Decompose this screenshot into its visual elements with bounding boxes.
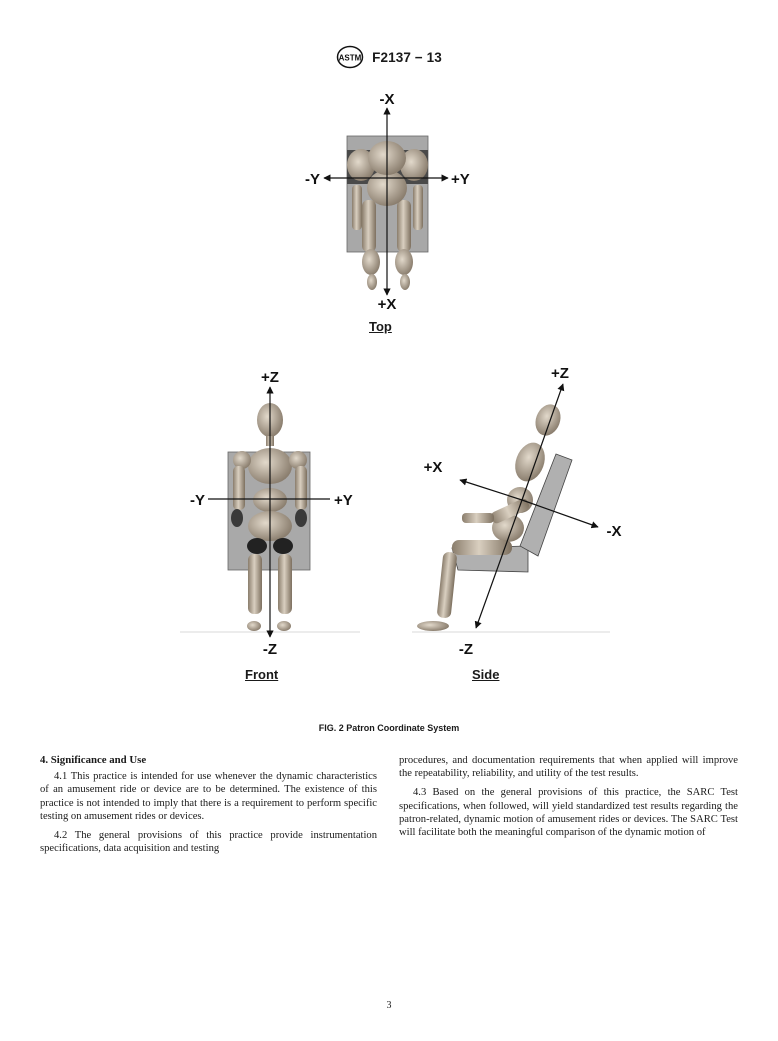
document-designation: F2137 − 13	[372, 49, 442, 65]
page-number: 3	[386, 1000, 392, 1011]
section-heading: 4. Significance and Use	[40, 754, 147, 766]
side-pos-x-label: +X	[423, 459, 443, 476]
figure-caption: FIG. 2 Patron Coordinate System	[318, 723, 460, 733]
top-view	[305, 91, 470, 313]
top-pos-y-label: +Y	[451, 171, 470, 188]
top-view-label: Top	[369, 319, 392, 334]
front-pos-y-label: +Y	[334, 492, 353, 509]
paragraph-4-3: 4.3 Based on the general provisions of this practice, the SARC Test specifications, when followed, will yield standardized test results regarding the patron-related, dynamic motion of amusement rides or devices. The SARC Test will facilitate both the meaningful comparison of the dynamic motion of	[399, 787, 738, 839]
front-neg-z-label: -Z	[262, 641, 278, 658]
side-view-label: Side	[472, 667, 500, 682]
paragraph-4-2: 4.2 The general provisions of this practice provide instrumentation specifications, data acquisition and testing	[40, 830, 377, 855]
side-view	[412, 365, 622, 658]
front-view-label: Front	[245, 667, 279, 682]
front-neg-y-label: -Y	[190, 492, 205, 509]
front-pos-z-label: +Z	[261, 369, 279, 386]
paragraph-4-2-continued: procedures, and documentation requirements that when applied will improve the repeatability, reliability, and utility of the test results.	[399, 755, 738, 780]
side-neg-z-label: -Z	[458, 641, 474, 658]
top-pos-x-label: +X	[377, 296, 397, 313]
side-pos-z-label: +Z	[551, 365, 569, 382]
top-neg-y-label: -Y	[305, 171, 320, 188]
left-column	[40, 754, 377, 861]
paragraph-4-1: 4.1 This practice is intended for use whenever the dynamic characteristics of an amusement ride or device are to be determined. The existence of this practice is not intended to imply that there is a requirement to perform specific testing on amusement rides or devices.	[40, 771, 377, 822]
logo-text: ASTM	[338, 53, 362, 63]
front-view	[180, 369, 360, 658]
top-neg-x-label: -X	[379, 91, 395, 108]
right-column	[399, 754, 738, 845]
side-neg-x-label: -X	[606, 523, 622, 540]
